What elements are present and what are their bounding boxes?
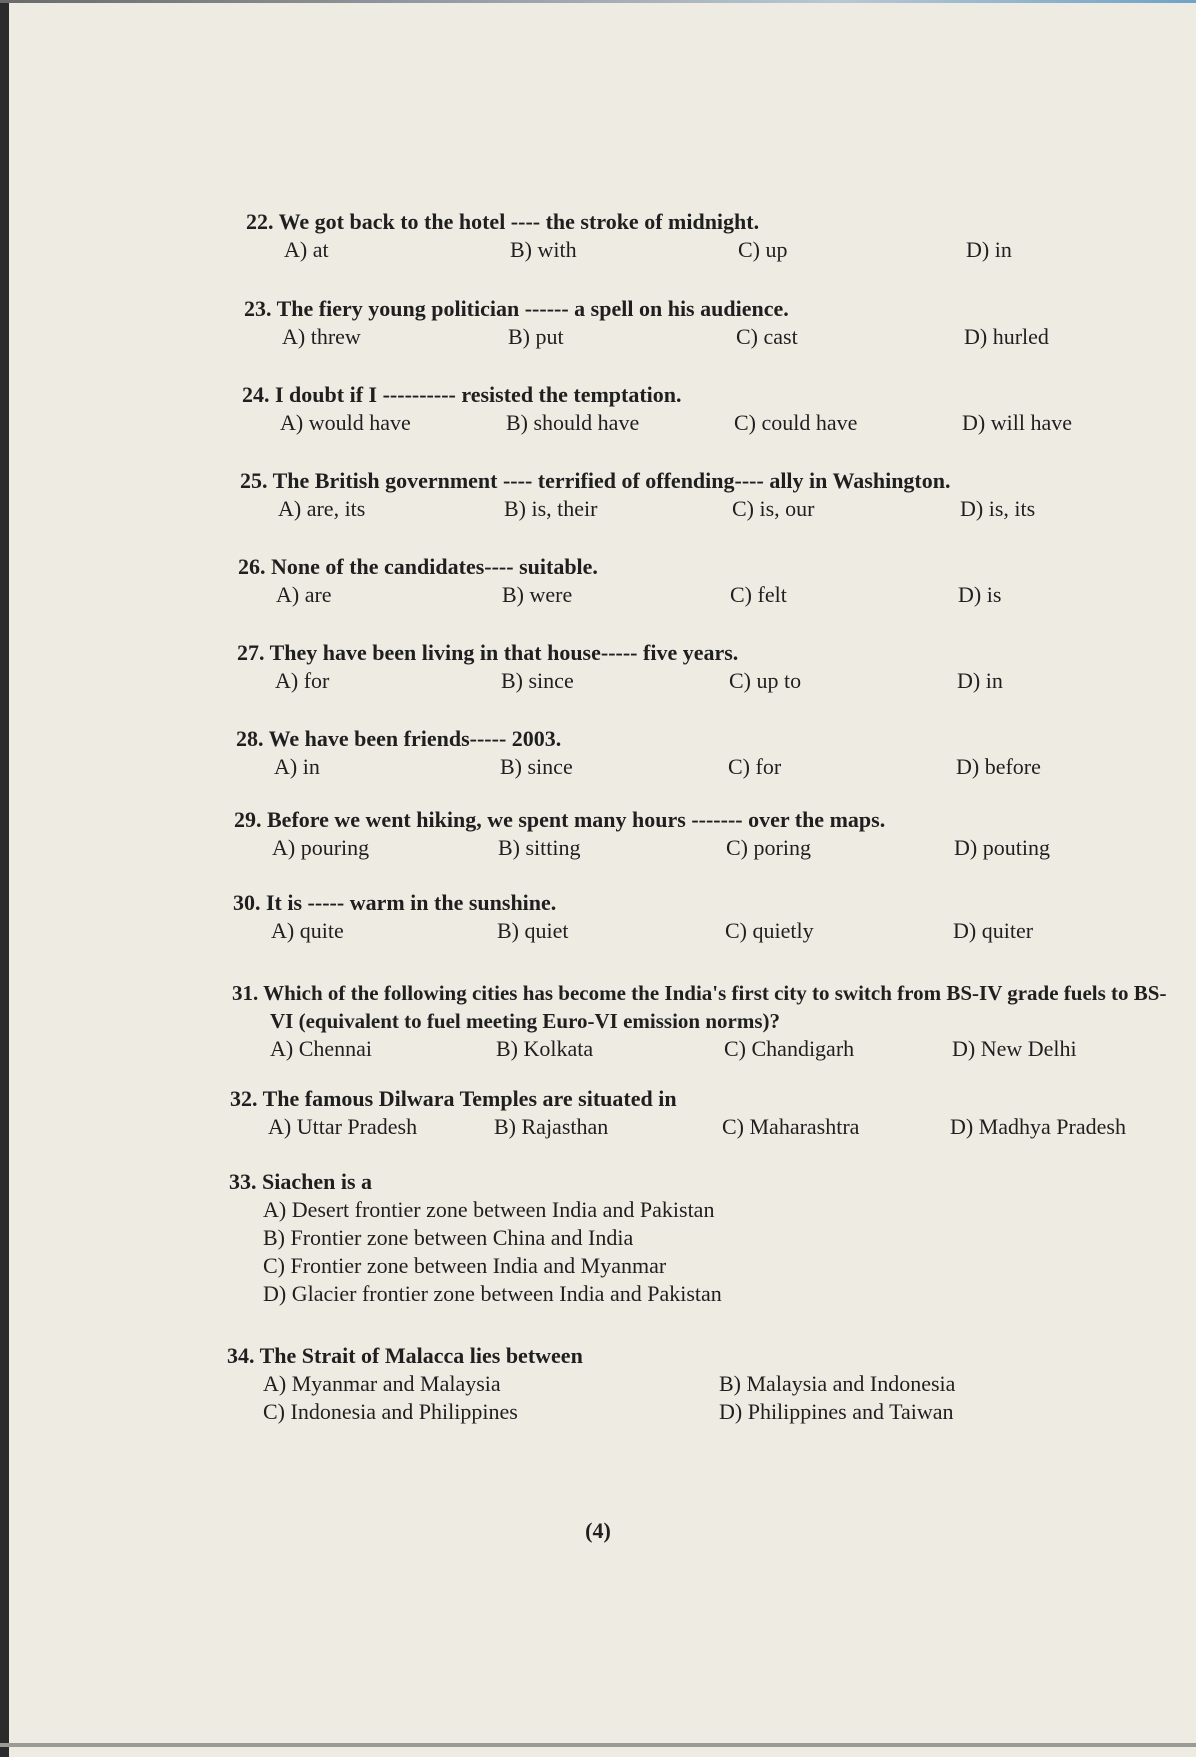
question-28 bbox=[236, 725, 1041, 781]
option-d: D) in bbox=[957, 668, 1003, 693]
options-row bbox=[230, 1113, 1126, 1141]
question-stem: 33. Siachen is a bbox=[229, 1169, 373, 1194]
option-d: D) is, its bbox=[960, 496, 1036, 521]
option-d: D) quiter bbox=[953, 918, 1034, 943]
page-number: (4) bbox=[585, 1518, 611, 1543]
scan-bottom-edge bbox=[0, 1743, 1196, 1747]
question-stem: 34. The Strait of Malacca lies between bbox=[227, 1343, 583, 1368]
option-b: B) Rajasthan bbox=[494, 1114, 609, 1139]
option-a: A) pouring bbox=[272, 835, 370, 860]
question-33 bbox=[229, 1168, 722, 1308]
options-row bbox=[237, 667, 1003, 695]
option-c: C) could have bbox=[734, 410, 858, 435]
option-b: B) should have bbox=[506, 410, 640, 435]
option-a: A) in bbox=[274, 754, 320, 779]
question-22 bbox=[246, 208, 1012, 264]
option-d: D) Madhya Pradesh bbox=[950, 1114, 1126, 1139]
options-row bbox=[246, 236, 1012, 264]
option-b: B) Kolkata bbox=[496, 1036, 594, 1061]
option-b: B) with bbox=[510, 237, 577, 262]
options-row bbox=[240, 495, 1036, 523]
option-a: A) are bbox=[276, 582, 332, 607]
question-34 bbox=[227, 1342, 956, 1426]
option-d: D) New Delhi bbox=[952, 1036, 1077, 1061]
option-c: C) cast bbox=[736, 324, 798, 349]
option-d: D) Glacier frontier zone between India and Pakistan bbox=[263, 1281, 722, 1306]
option-d: D) will have bbox=[962, 410, 1072, 435]
option-c: C) Indonesia and Philippines bbox=[263, 1399, 518, 1424]
question-24 bbox=[242, 381, 1072, 437]
question-stem: 24. I doubt if I ---------- resisted the temptation. bbox=[242, 382, 682, 407]
options-row bbox=[232, 1035, 1182, 1063]
question-stem: 27. They have been living in that house----- five years. bbox=[237, 640, 739, 665]
option-b: B) Frontier zone between China and India bbox=[263, 1225, 634, 1250]
question-stem: 29. Before we went hiking, we spent many hours ------- over the maps. bbox=[234, 807, 886, 832]
option-c: C) up to bbox=[729, 668, 802, 693]
option-d: D) is bbox=[958, 582, 1002, 607]
option-c: C) quietly bbox=[725, 918, 814, 943]
options-row bbox=[238, 581, 1002, 609]
question-25 bbox=[240, 467, 1036, 523]
scan-top-edge bbox=[0, 0, 1196, 3]
question-stem: 23. The fiery young politician ------ a spell on his audience. bbox=[244, 296, 789, 321]
question-32 bbox=[230, 1085, 1126, 1141]
option-c: C) up bbox=[738, 237, 788, 262]
question-stem: 26. None of the candidates---- suitable. bbox=[238, 554, 598, 579]
option-d: D) pouting bbox=[954, 835, 1050, 860]
option-d: D) before bbox=[956, 754, 1041, 779]
option-d: D) hurled bbox=[964, 324, 1049, 349]
option-b: B) put bbox=[508, 324, 564, 349]
option-b: B) quiet bbox=[497, 918, 569, 943]
option-a: A) quite bbox=[271, 918, 344, 943]
question-27 bbox=[237, 639, 1003, 695]
option-c: C) poring bbox=[726, 835, 811, 860]
option-b: B) sitting bbox=[498, 835, 581, 860]
option-a: A) Desert frontier zone between India and Pakistan bbox=[263, 1197, 715, 1222]
question-26 bbox=[238, 553, 1002, 609]
option-b: B) were bbox=[502, 582, 573, 607]
options-grid bbox=[227, 1370, 956, 1426]
question-stem: 32. The famous Dilwara Temples are situated in bbox=[230, 1086, 677, 1111]
option-a: A) at bbox=[284, 237, 329, 262]
question-29 bbox=[234, 806, 1050, 862]
options-row bbox=[233, 917, 1034, 945]
options-row bbox=[244, 323, 1049, 351]
option-c: C) felt bbox=[730, 582, 787, 607]
option-b: B) since bbox=[500, 754, 573, 779]
question-stem: 25. The British government ---- terrified of offending---- ally in Washington. bbox=[240, 468, 951, 493]
option-a: A) would have bbox=[280, 410, 411, 435]
scan-left-edge bbox=[0, 0, 9, 1757]
option-a: A) Uttar Pradesh bbox=[268, 1114, 418, 1139]
option-d: D) in bbox=[966, 237, 1012, 262]
question-stem: 28. We have been friends----- 2003. bbox=[236, 726, 562, 751]
option-d: D) Philippines and Taiwan bbox=[719, 1399, 954, 1424]
option-b: B) since bbox=[501, 668, 574, 693]
option-a: A) threw bbox=[282, 324, 361, 349]
question-stem: 30. It is ----- warm in the sunshine. bbox=[233, 890, 557, 915]
question-30 bbox=[233, 889, 1034, 945]
question-stem: 22. We got back to the hotel ---- the stroke of midnight. bbox=[246, 209, 760, 234]
option-b: B) is, their bbox=[504, 496, 598, 521]
question-31 bbox=[232, 979, 1182, 1063]
option-a: A) Chennai bbox=[270, 1036, 373, 1061]
option-c: C) Frontier zone between India and Myanmar bbox=[263, 1253, 667, 1278]
option-c: C) Maharashtra bbox=[722, 1114, 860, 1139]
option-c: C) is, our bbox=[732, 496, 815, 521]
options-row bbox=[236, 753, 1041, 781]
option-c: C) Chandigarh bbox=[724, 1036, 855, 1061]
question-stem: 31. Which of the following cities has become the India's first city to switch from BS-IV grade fuels to BS-VI (equivalent to fuel meeting Euro-VI emission norms)? bbox=[232, 981, 1167, 1033]
option-a: A) Myanmar and Malaysia bbox=[263, 1371, 501, 1396]
option-b: B) Malaysia and Indonesia bbox=[719, 1371, 956, 1396]
option-a: A) are, its bbox=[278, 496, 366, 521]
options-row bbox=[242, 409, 1072, 437]
question-23 bbox=[244, 295, 1049, 351]
option-a: A) for bbox=[275, 668, 330, 693]
options-row bbox=[234, 834, 1050, 862]
option-c: C) for bbox=[728, 754, 782, 779]
